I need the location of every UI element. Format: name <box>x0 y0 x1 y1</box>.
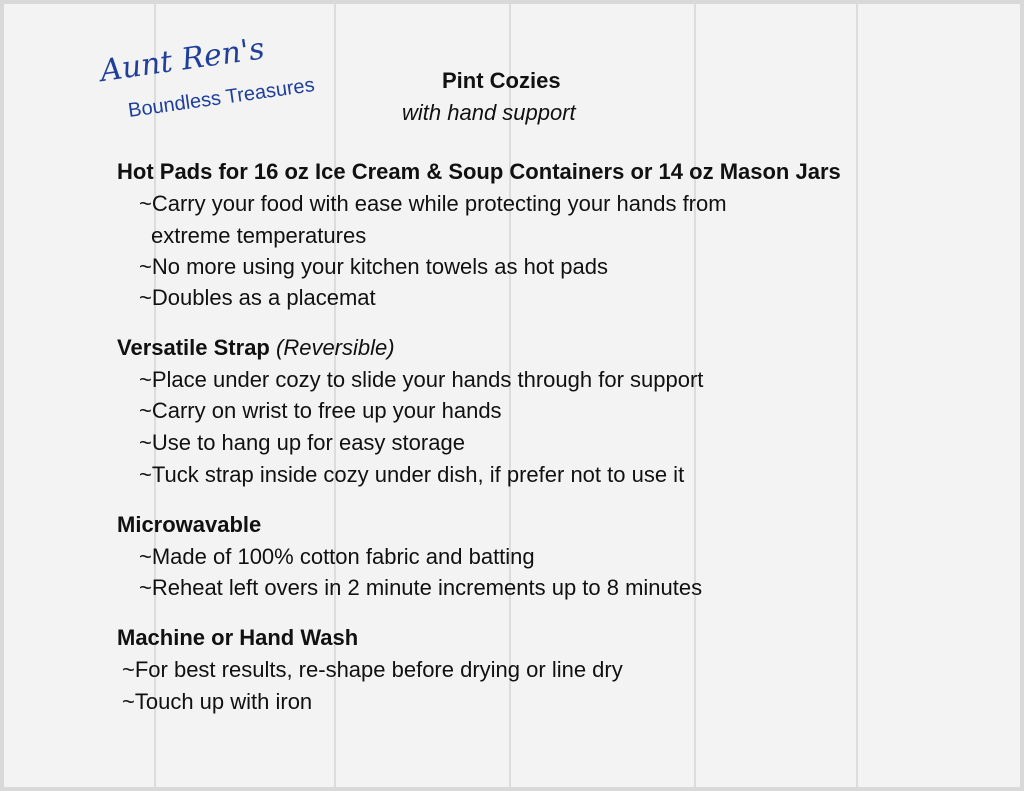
section-heading <box>117 335 395 361</box>
list-item: ~Carry your food with ease while protecting your hands from <box>139 191 727 216</box>
section-heading: Machine or Hand Wash <box>117 625 359 650</box>
logo-subtitle: Boundless Treasures <box>126 74 316 123</box>
list-item: ~For best results, re-shape before drying or line dry <box>122 657 623 682</box>
list-item: ~Tuck strap inside cozy under dish, if prefer not to use it <box>139 462 685 487</box>
section-heading: Hot Pads for 16 oz Ice Cream & Soup Containers or 14 oz Mason Jars <box>117 159 841 184</box>
list-item: ~Reheat left overs in 2 minute increments up to 8 minutes <box>139 575 703 600</box>
heading-text: Versatile Strap <box>117 335 270 360</box>
page-title: Pint Cozies <box>442 68 561 93</box>
list-item: ~Doubles as a placemat <box>139 285 376 310</box>
page-subtitle: with hand support <box>402 100 576 125</box>
list-item: ~Carry on wrist to free up your hands <box>139 398 502 423</box>
logo-script: Aunt Ren's <box>98 31 267 89</box>
list-item: extreme temperatures <box>151 223 367 248</box>
logo <box>95 31 335 142</box>
list-item: ~Touch up with iron <box>122 689 313 714</box>
heading-note: (Reversible) <box>276 335 395 360</box>
list-item: ~Place under cozy to slide your hands through for support <box>139 367 704 392</box>
list-item: ~Use to hang up for easy storage <box>139 430 465 455</box>
list-item: ~No more using your kitchen towels as hot pads <box>139 254 608 279</box>
list-item: ~Made of 100% cotton fabric and batting <box>139 544 535 569</box>
section-heading: Microwavable <box>117 512 262 537</box>
